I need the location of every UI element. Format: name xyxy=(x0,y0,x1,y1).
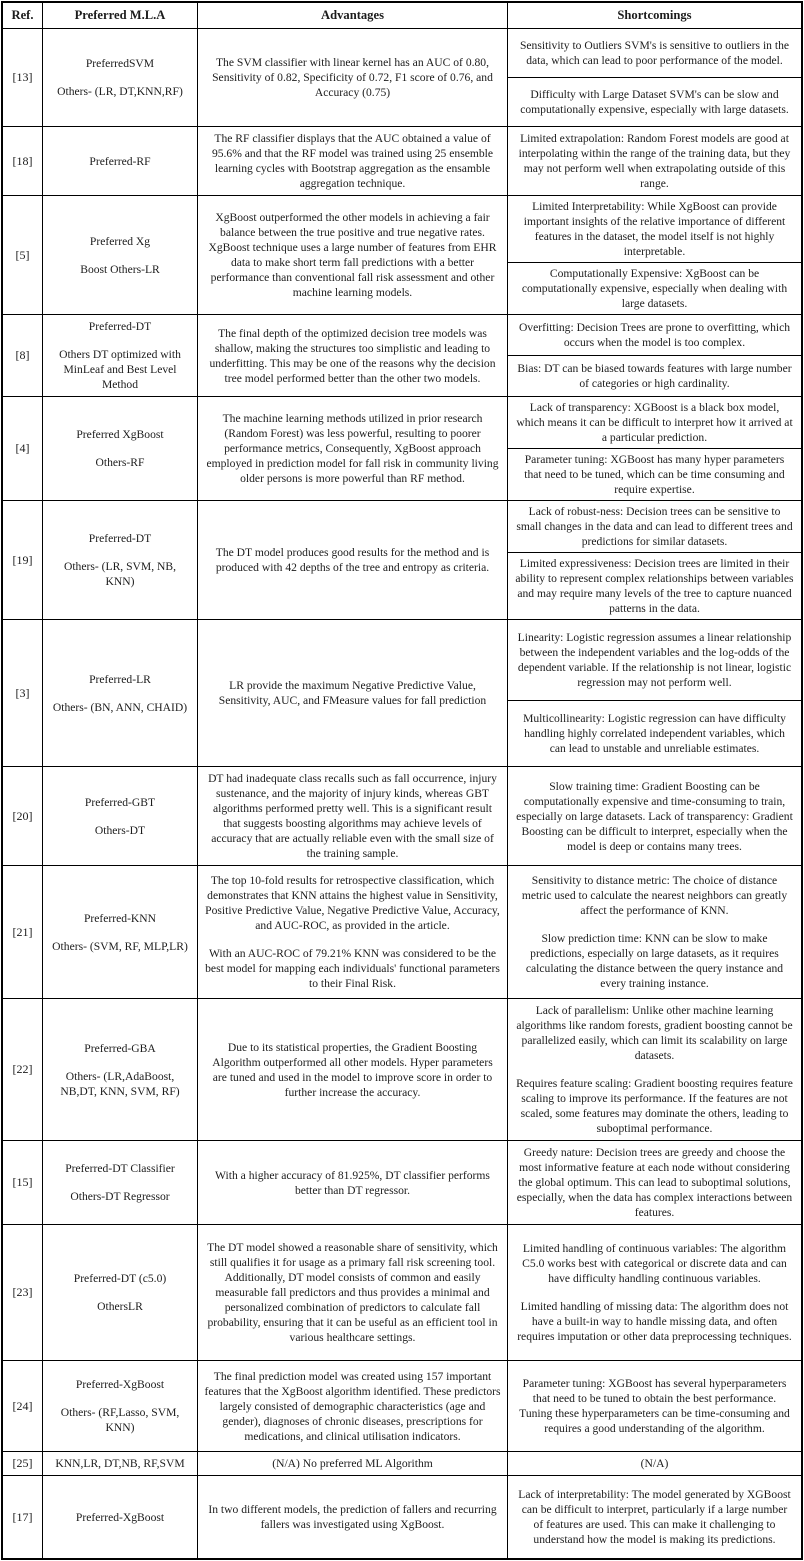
ref-cell xyxy=(3,501,43,619)
table-row xyxy=(3,315,801,397)
preferred-mla-cell xyxy=(43,315,198,396)
advantage-paragraph: The machine learning methods utilized in prior research (Random Forest) was less powerful, resulting to poorer performance metrics, Consequently, XgBoost approach employed in prediction model for fall risk in community living older persons is more powerful than RF method. xyxy=(206,412,499,485)
table-row xyxy=(3,620,801,767)
advantages-cell xyxy=(198,866,508,998)
advantages-cell xyxy=(198,397,508,500)
preferred-mla-cell xyxy=(43,999,198,1140)
table-row xyxy=(3,1141,801,1225)
mla-line: Others- (BN, ANN, CHAID) xyxy=(52,700,188,714)
advantages-cell xyxy=(198,127,508,195)
preferred-mla-cell xyxy=(43,866,198,998)
ref-cell xyxy=(3,397,43,500)
shortcoming-subcell xyxy=(508,448,801,500)
shortcoming-subcell xyxy=(508,262,801,314)
preferred-mla-cell xyxy=(43,1452,198,1475)
advantages-cell xyxy=(198,620,508,766)
table-header-row xyxy=(3,3,801,29)
mla-line: Preferred-GBA xyxy=(84,1041,156,1055)
shortcomings-cell xyxy=(508,1476,801,1558)
advantage-paragraph: The top 10-fold results for retrospective classification, which demonstrates that KNN attains the highest value in Sensitivity, Positive Predictive Value, Negative Predictive Value, Accuracy, and AUC-ROC, as provided in the article. xyxy=(205,874,500,932)
shortcomings-cell xyxy=(508,127,801,195)
shortcoming-paragraph: Lack of interpretability: The model generated by XGBoost can be difficult to interpret, particularly if a large number of features are used. This can make it challenging to understand how the model is making its predictions. xyxy=(518,1488,791,1546)
shortcoming-subcell xyxy=(508,700,801,766)
shortcoming-subcell xyxy=(508,501,801,552)
ref-cell xyxy=(3,196,43,314)
advantage-paragraph: The DT model produces good results for the method and is produced with 42 depths of the tree and entropy as criteria. xyxy=(215,546,490,574)
preferred-mla-cell xyxy=(43,397,198,500)
column-header-ref: Ref. xyxy=(3,3,43,28)
mla-line: Preferred-DT Classifier xyxy=(65,1162,175,1175)
shortcoming-subcell xyxy=(508,29,801,77)
shortcoming-paragraph: Sensitivity to distance metric: The choice of distance metric used to calculate the nearest neighbors can greatly affect the performance of KNN. xyxy=(521,874,788,917)
mla-line: Preferred-DT (c5.0) xyxy=(73,1272,167,1285)
shortcoming-paragraph: Computationally Expensive: XgBoost can be computationally expensive, especially when dealing with large datasets. xyxy=(521,267,788,310)
ref-cell xyxy=(3,1141,43,1224)
advantage-paragraph: With an AUC-ROC of 79.21% KNN was considered to be the best model for mapping each individuals' functional parameters to their Final Risk. xyxy=(205,947,500,990)
advantage-paragraph: The DT model showed a reasonable share of sensitivity, which still qualifies it for usage as a primary fall risk screening tool. Additionally, DT model consists of common and easily measurable fall predictors and thus provides a minimal and personalized combination of predictors to calculate fall probability, ensuring that it can be useful as an efficient tool in various healthcare settings. xyxy=(207,1241,498,1344)
shortcomings-cell xyxy=(508,866,801,998)
preferred-mla-cell xyxy=(43,29,198,126)
shortcomings-cell xyxy=(508,767,801,865)
ref-label: [23] xyxy=(12,1285,33,1299)
mla-line: Preferred-DT xyxy=(88,320,152,333)
ref-label: [3] xyxy=(15,685,30,700)
ref-label: [19] xyxy=(12,552,33,567)
shortcomings-cell xyxy=(508,1452,801,1475)
table-row xyxy=(3,767,801,866)
mla-line: Others- (LR, SVM, NB, KNN) xyxy=(63,560,177,588)
advantage-paragraph: The final depth of the optimized decision tree models was shallow, making the structures too simplistic and leading to underfitting. This may be one of the reasons why the decision tree model performed better than the other two models. xyxy=(209,326,496,385)
ref-cell xyxy=(3,1225,43,1360)
table-row xyxy=(3,196,801,315)
column-header-advantages: Advantages xyxy=(198,3,508,28)
shortcoming-paragraph: Parameter tuning: XGBoost has many hyper parameters that need to be tuned, which can be time consuming and require expertise. xyxy=(524,453,785,496)
advantage-paragraph: (N/A) No preferred ML Algorithm xyxy=(272,1457,433,1470)
shortcoming-paragraph: Multicollinearity: Logistic regression can have difficulty handling highly correlated independent variables, which can lead to unstable and unreliable estimates. xyxy=(523,712,786,755)
preferred-mla-cell xyxy=(43,127,198,195)
shortcoming-paragraph: (N/A) xyxy=(640,1457,669,1470)
ref-cell xyxy=(3,1476,43,1558)
table-body xyxy=(3,29,801,1558)
advantages-cell xyxy=(198,315,508,396)
mla-line: PreferredSVM xyxy=(85,57,155,70)
advantages-cell xyxy=(198,1141,508,1224)
mla-line: Preferred-RF xyxy=(89,154,151,168)
advantage-paragraph: The RF classifier displays that the AUC obtained a value of 95.6% and that the RF model was trained using 25 ensemble learning cycles with Bootstrap aggregation as the ensamble aggregation technique. xyxy=(211,132,494,190)
table-row xyxy=(3,397,801,501)
mla-line: Others- (SVM, RF, MLP,LR) xyxy=(52,939,188,953)
mla-line: Preferred-GBT xyxy=(84,795,156,809)
advantages-cell xyxy=(198,196,508,314)
ref-label: [24] xyxy=(12,1398,33,1413)
advantage-paragraph: Due to its statistical properties, the Gradient Boosting Algorithm outperformed all other models. Hyper parameters are tuned and used in the model to improve score in order to further increase the accuracy. xyxy=(212,1040,493,1099)
ref-cell xyxy=(3,1361,43,1451)
ref-cell xyxy=(3,866,43,998)
mla-line: Others-DT xyxy=(94,823,146,837)
advantage-paragraph: The SVM classifier with linear kernel has an AUC of 0.80, Sensitivity of 0.82, Specificity of 0.72, F1 score of 0.76, and Accuracy (0.75) xyxy=(212,56,493,99)
ref-label: [18] xyxy=(12,153,33,168)
shortcoming-paragraph: Lack of transparency: XGBoost is a black box model, which means it can be difficult to interpret how it arrived at a particular prediction. xyxy=(516,401,793,444)
advantage-paragraph: XgBoost outperformed the other models in achieving a fair balance between the true positive and true negative rates. XgBoost technique uses a large number of features from EHR data to make short term fall predictions with a better performance than conventional fall risk assessment and other machine learning models. xyxy=(208,211,497,299)
mla-line: Preferred-KNN xyxy=(83,911,157,925)
table-row xyxy=(3,1452,801,1476)
advantage-paragraph: In two different models, the prediction of fallers and recurring fallers was investigated using XgBoost. xyxy=(208,1503,497,1531)
ref-cell xyxy=(3,1452,43,1475)
advantage-paragraph: With a higher accuracy of 81.925%, DT classifier performs better than DT regressor. xyxy=(215,1168,490,1197)
shortcoming-subcell xyxy=(508,196,801,262)
ref-cell xyxy=(3,127,43,195)
shortcomings-cell xyxy=(508,196,801,314)
shortcomings-cell xyxy=(508,315,801,396)
preferred-mla-cell xyxy=(43,1361,198,1451)
column-header-preferred-mla: Preferred M.L.A xyxy=(43,3,198,28)
shortcoming-subcell xyxy=(508,552,801,619)
shortcoming-paragraph: Lack of robust-ness: Decision trees can be sensitive to small changes in the data and can lead to different trees and predictions for similar datasets. xyxy=(516,505,793,548)
shortcoming-paragraph: Difficulty with Large Dataset SVM's can be slow and computationally expensive, especially with large datasets. xyxy=(520,88,789,116)
mla-line: OthersLR xyxy=(97,1300,143,1313)
table-row xyxy=(3,501,801,620)
preferred-mla-cell xyxy=(43,1476,198,1558)
shortcoming-subcell xyxy=(508,77,801,126)
advantages-cell xyxy=(198,501,508,619)
shortcoming-paragraph: Bias: DT can be biased towards features with large number of categories or high cardinality. xyxy=(517,362,792,390)
shortcoming-paragraph: Limited handling of missing data: The algorithm does not have a built-in way to handle missing data, and often requires imputation or other data preprocessing techniques. xyxy=(517,1300,792,1343)
shortcoming-paragraph: Overfitting: Decision Trees are prone to overfitting, which occurs when the model is too complex. xyxy=(518,321,791,349)
ref-cell xyxy=(3,620,43,766)
ref-label: [13] xyxy=(12,70,33,84)
column-header-shortcomings: Shortcomings xyxy=(617,8,692,22)
advantages-cell xyxy=(198,29,508,126)
mla-line: Others-RF xyxy=(95,456,145,469)
advantage-paragraph: LR provide the maximum Negative Predictive Value, Sensitivity, AUC, and FMeasure values for fall prediction xyxy=(218,679,487,707)
mla-line: Preferred Xg xyxy=(89,234,151,248)
shortcomings-cell xyxy=(508,501,801,619)
shortcomings-cell xyxy=(508,999,801,1140)
preferred-mla-cell xyxy=(43,1141,198,1224)
preferred-mla-cell xyxy=(43,620,198,766)
ref-label: [4] xyxy=(15,441,30,455)
ref-label: [22] xyxy=(12,1062,33,1076)
ref-label: [20] xyxy=(12,808,33,823)
ref-label: [17] xyxy=(12,1509,33,1524)
shortcoming-paragraph: Limited handling of continuous variables: The algorithm C5.0 works best with categorical or discrete data and can have difficulty handling continuous variables. xyxy=(522,1242,787,1285)
shortcomings-cell xyxy=(508,29,801,126)
ref-label: [15] xyxy=(12,1175,33,1189)
ref-label: [8] xyxy=(15,348,30,362)
advantages-cell xyxy=(198,767,508,865)
mla-line: Preferred-DT xyxy=(88,532,152,545)
shortcoming-paragraph: Limited expressiveness: Decision trees are limited in their ability to represent complex relationships between variables and may require many levels of the tree to capture nuanced patterns in the data. xyxy=(515,557,794,615)
ref-cell xyxy=(3,315,43,396)
advantages-cell xyxy=(198,1476,508,1558)
mla-line: Others DT optimized with MinLeaf and Best Level Method xyxy=(59,348,181,391)
table-row xyxy=(3,1225,801,1361)
ref-label: [25] xyxy=(12,1456,33,1470)
mla-line: Others- (LR, DT,KNN,RF) xyxy=(57,85,183,98)
advantages-cell xyxy=(198,1361,508,1451)
mla-line: Boost Others-LR xyxy=(80,262,160,276)
shortcomings-cell xyxy=(508,397,801,500)
advantages-cell xyxy=(198,1225,508,1360)
table-row xyxy=(3,1476,801,1558)
ref-cell xyxy=(3,999,43,1140)
table-row xyxy=(3,866,801,999)
shortcoming-subcell xyxy=(508,620,801,700)
shortcoming-paragraph: Limited Interpretability: While XgBoost can provide important insights of the relative importance of different features in the dataset, the model itself is not highly interpretable. xyxy=(523,200,786,258)
shortcoming-paragraph: Slow prediction time: KNN can be slow to make predictions, especially on large datasets, as it requires calculating the distance between the query instance and every training instance. xyxy=(525,932,784,990)
mla-line: Preferred-XgBoost xyxy=(75,1378,165,1391)
mla-line: Preferred-LR xyxy=(89,672,151,686)
shortcoming-paragraph: Requires feature scaling: Gradient boosting requires feature scaling to improve its performance. If the features are not scaled, some features may dominate the others, leading to suboptimal performance. xyxy=(516,1077,793,1135)
preferred-mla-cell xyxy=(43,767,198,865)
shortcoming-subcell xyxy=(508,315,801,355)
preferred-mla-cell xyxy=(43,501,198,619)
ref-cell xyxy=(3,29,43,126)
mla-line: Preferred XgBoost xyxy=(76,428,164,441)
mla-line: Preferred-XgBoost xyxy=(75,1510,165,1524)
mla-line: Others- (LR,AdaBoost, NB,DT, KNN, SVM, RF) xyxy=(60,1069,180,1098)
shortcoming-paragraph: Limited extrapolation: Random Forest models are good at interpolating within the range of the training data, but they may not perform well when extrapolating outside of this range. xyxy=(518,132,791,190)
shortcoming-paragraph: Slow training time: Gradient Boosting can be computationally expensive and time-consuming to train, especially on large datasets. Lack of transparency: Gradient Boosting can be difficult to interpret, especially when the model is deep or contains many trees. xyxy=(516,779,793,853)
table-row xyxy=(3,1361,801,1452)
shortcoming-paragraph: Parameter tuning: XGBoost has several hyperparameters that need to be tuned to obtain the best performance. Tuning these hyperparameters can be time-consuming and requires a good understanding of the algorithm. xyxy=(519,1377,790,1435)
shortcomings-cell xyxy=(508,1225,801,1360)
shortcoming-subcell xyxy=(508,355,801,396)
table-row xyxy=(3,999,801,1141)
table-row xyxy=(3,29,801,127)
shortcomings-cell xyxy=(508,620,801,766)
preferred-mla-cell xyxy=(43,196,198,314)
mla-line: Others- (RF,Lasso, SVM, KNN) xyxy=(60,1406,180,1434)
mla-comparison-table xyxy=(1,1,803,1560)
advantages-cell xyxy=(198,1452,508,1475)
shortcoming-paragraph: Linearity: Logistic regression assumes a linear relationship between the independent variables and the log-odds of the dependent variable. If the relationship is not linear, logistic regression may not perform well. xyxy=(517,631,792,689)
advantages-cell xyxy=(198,999,508,1140)
table-row xyxy=(3,127,801,196)
shortcomings-cell xyxy=(508,1141,801,1224)
mla-line: KNN,LR, DT,NB, RF,SVM xyxy=(55,1457,185,1470)
advantage-paragraph: The final prediction model was created using 157 important features that the XgBoost algorithm identified. These predictors largely consisted of demographic characteristics (age and gender), diagnoses of chronic diseases, prescriptions for medications, and clinical utilisation indicators. xyxy=(204,1369,501,1443)
shortcoming-subcell xyxy=(508,397,801,448)
preferred-mla-cell xyxy=(43,1225,198,1360)
shortcoming-paragraph: Greedy nature: Decision trees are greedy and choose the most informative feature at each node without considering the global optimum. This can lead to suboptimal solutions, especially, when the data has complex interactions between features. xyxy=(516,1146,793,1219)
advantage-paragraph: DT had inadequate class recalls such as fall occurrence, injury sustenance, and the majority of injury kinds, whereas GBT algorithms performed pretty well. This is a significant result that suggests boosting algorithms may achieve levels of accuracy that are actually reliable even with the small size of the training sample. xyxy=(208,772,497,860)
shortcomings-cell xyxy=(508,1361,801,1451)
ref-cell xyxy=(3,767,43,865)
ref-label: [5] xyxy=(15,247,30,262)
shortcoming-paragraph: Lack of parallelism: Unlike other machine learning algorithms like random forests, gradient boosting cannot be parallelized easily, which can limit its scalability on large datasets. xyxy=(516,1004,793,1062)
mla-line: Others-DT Regressor xyxy=(70,1190,170,1203)
ref-label: [21] xyxy=(12,924,33,939)
shortcoming-paragraph: Sensitivity to Outliers SVM's is sensitive to outliers in the data, which can lead to poor performance of the model. xyxy=(519,39,790,67)
